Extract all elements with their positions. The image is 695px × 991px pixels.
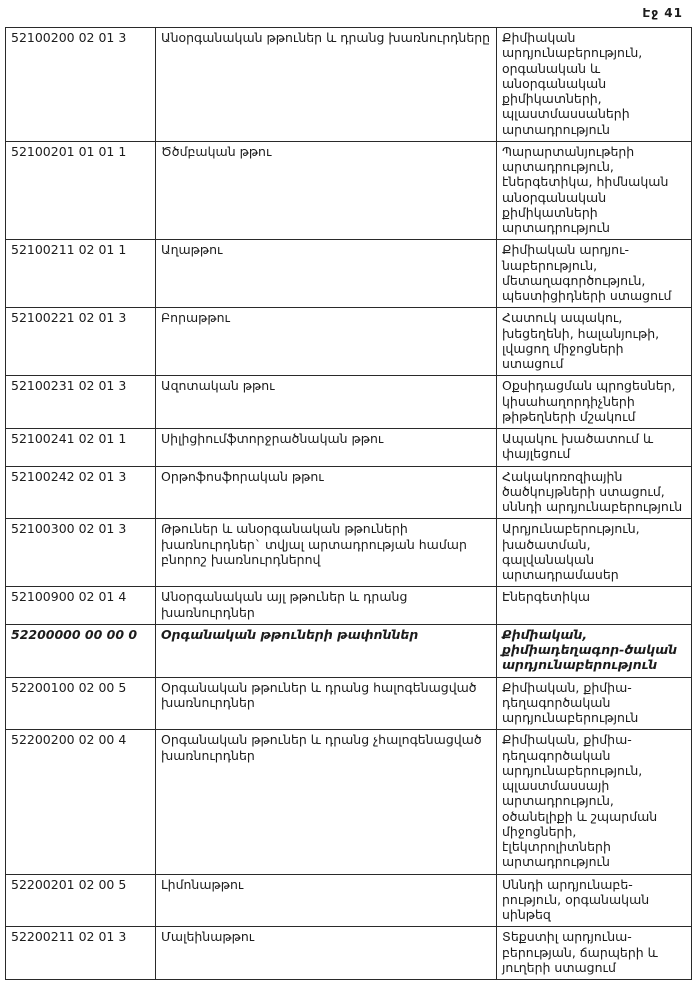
name-cell: Օրգանական թթուների թափոններ bbox=[156, 624, 497, 677]
name-cell: Անօրգանական թթուներ և դրանց խառնուրդները bbox=[156, 28, 497, 142]
code-cell: 52200211 02 01 3 bbox=[6, 927, 156, 980]
usage-cell: Քիմիական, քիմիա-դեղագործական արդյունաբերություն bbox=[497, 677, 692, 730]
name-cell: Անօրգանական այլ թթուներ և դրանց խառնուրդներ bbox=[156, 587, 497, 625]
table-row bbox=[6, 874, 692, 927]
table-row bbox=[6, 519, 692, 587]
table-row bbox=[6, 677, 692, 730]
table-row bbox=[6, 927, 692, 980]
code-cell: 52200200 02 00 4 bbox=[6, 730, 156, 874]
name-cell: Մալեինաթթու bbox=[156, 927, 497, 980]
usage-cell: Տեքստիլ արդյունա-բերության, ճարպերի և յուղերի ստացում bbox=[497, 927, 692, 980]
name-cell: Սիլիցիումֆտորջրածնական թթու bbox=[156, 429, 497, 467]
table-row bbox=[6, 429, 692, 467]
usage-cell: Էներգետիկա bbox=[497, 587, 692, 625]
usage-cell: Քիմիական, քիմիա-դեղագործական արդյունաբերություն, պլաստմասսայի արտադրություն, օծանելիքի և շպարման միջոցների, էլեկտրոլիտների արտադրություն bbox=[497, 730, 692, 874]
usage-cell: Օքսիդացման պրոցեսներ, կիսահաղորդիչների թիթեղների մշակում bbox=[497, 376, 692, 429]
table-row-group-header bbox=[6, 624, 692, 677]
usage-cell: Պարարտանյութերի արտադրություն, էներգետիկա, հիմնական անօրգանական քիմիկատների արտադրություն bbox=[497, 141, 692, 240]
code-cell: 52200201 02 00 5 bbox=[6, 874, 156, 927]
usage-cell: Քիմիական արդյունաբերություն, օրգանական և անօրգանական քիմիկատների, պլաստմասսաների արտադրություն bbox=[497, 28, 692, 142]
usage-cell: Արդյունաբերություն, խածատման, գալվանական արտադրամասեր bbox=[497, 519, 692, 587]
code-cell: 52200100 02 00 5 bbox=[6, 677, 156, 730]
code-cell: 52100900 02 01 4 bbox=[6, 587, 156, 625]
code-cell: 52100241 02 01 1 bbox=[6, 429, 156, 467]
code-cell: 52100300 02 01 3 bbox=[6, 519, 156, 587]
name-cell: Թթուներ և անօրգանական թթուների խառնուրդներ` տվյալ արտադրության համար բնորոշ խառնուրդներով bbox=[156, 519, 497, 587]
code-cell: 52100201 01 01 1 bbox=[6, 141, 156, 240]
usage-cell: Սննդի արդյունաբե-րություն, օրգանական սինթեզ bbox=[497, 874, 692, 927]
table-row bbox=[6, 240, 692, 308]
name-cell: Օրթոֆոսֆորական թթու bbox=[156, 466, 497, 519]
code-cell: 52100242 02 01 3 bbox=[6, 466, 156, 519]
table-row bbox=[6, 466, 692, 519]
name-cell: Աղաթթու bbox=[156, 240, 497, 308]
usage-cell: Ապակու խածատում և փայլեցում bbox=[497, 429, 692, 467]
table-row bbox=[6, 376, 692, 429]
code-cell: 52100211 02 01 1 bbox=[6, 240, 156, 308]
name-cell: Օրգանական թթուներ և դրանց հալոգենացված խառնուրդներ bbox=[156, 677, 497, 730]
usage-cell: Հակակոռոզիային ծածկույթների ստացում, սննդի արդյունաբերություն bbox=[497, 466, 692, 519]
table-row bbox=[6, 730, 692, 874]
name-cell: Օրգանական թթուներ և դրանց չհալոգենացված խառնուրդներ bbox=[156, 730, 497, 874]
table-row bbox=[6, 141, 692, 240]
name-cell: Լիմոնաթթու bbox=[156, 874, 497, 927]
code-cell: 52100221 02 01 3 bbox=[6, 308, 156, 376]
name-cell: Բորաթթու bbox=[156, 308, 497, 376]
usage-cell: Հատուկ ապակու, խեցեղենի, հալանյութի, լվացող միջոցների ստացում bbox=[497, 308, 692, 376]
usage-cell: Քիմիական արդյու-նաբերություն, մետաղագործություն, պեստիցիդների ստացում bbox=[497, 240, 692, 308]
usage-cell: Քիմիական, քիմիադեղագոր-ծական արդյունաբերություն bbox=[497, 624, 692, 677]
name-cell: Ազոտական թթու bbox=[156, 376, 497, 429]
code-cell: 52100231 02 01 3 bbox=[6, 376, 156, 429]
name-cell: Ծծմբական թթու bbox=[156, 141, 497, 240]
table-row bbox=[6, 28, 692, 142]
table-row bbox=[6, 587, 692, 625]
code-cell: 52100200 02 01 3 bbox=[6, 28, 156, 142]
table-row bbox=[6, 308, 692, 376]
code-cell: 52200000 00 00 0 bbox=[6, 624, 156, 677]
page-number: Էջ 41 bbox=[642, 6, 683, 20]
waste-classification-table bbox=[5, 27, 692, 980]
